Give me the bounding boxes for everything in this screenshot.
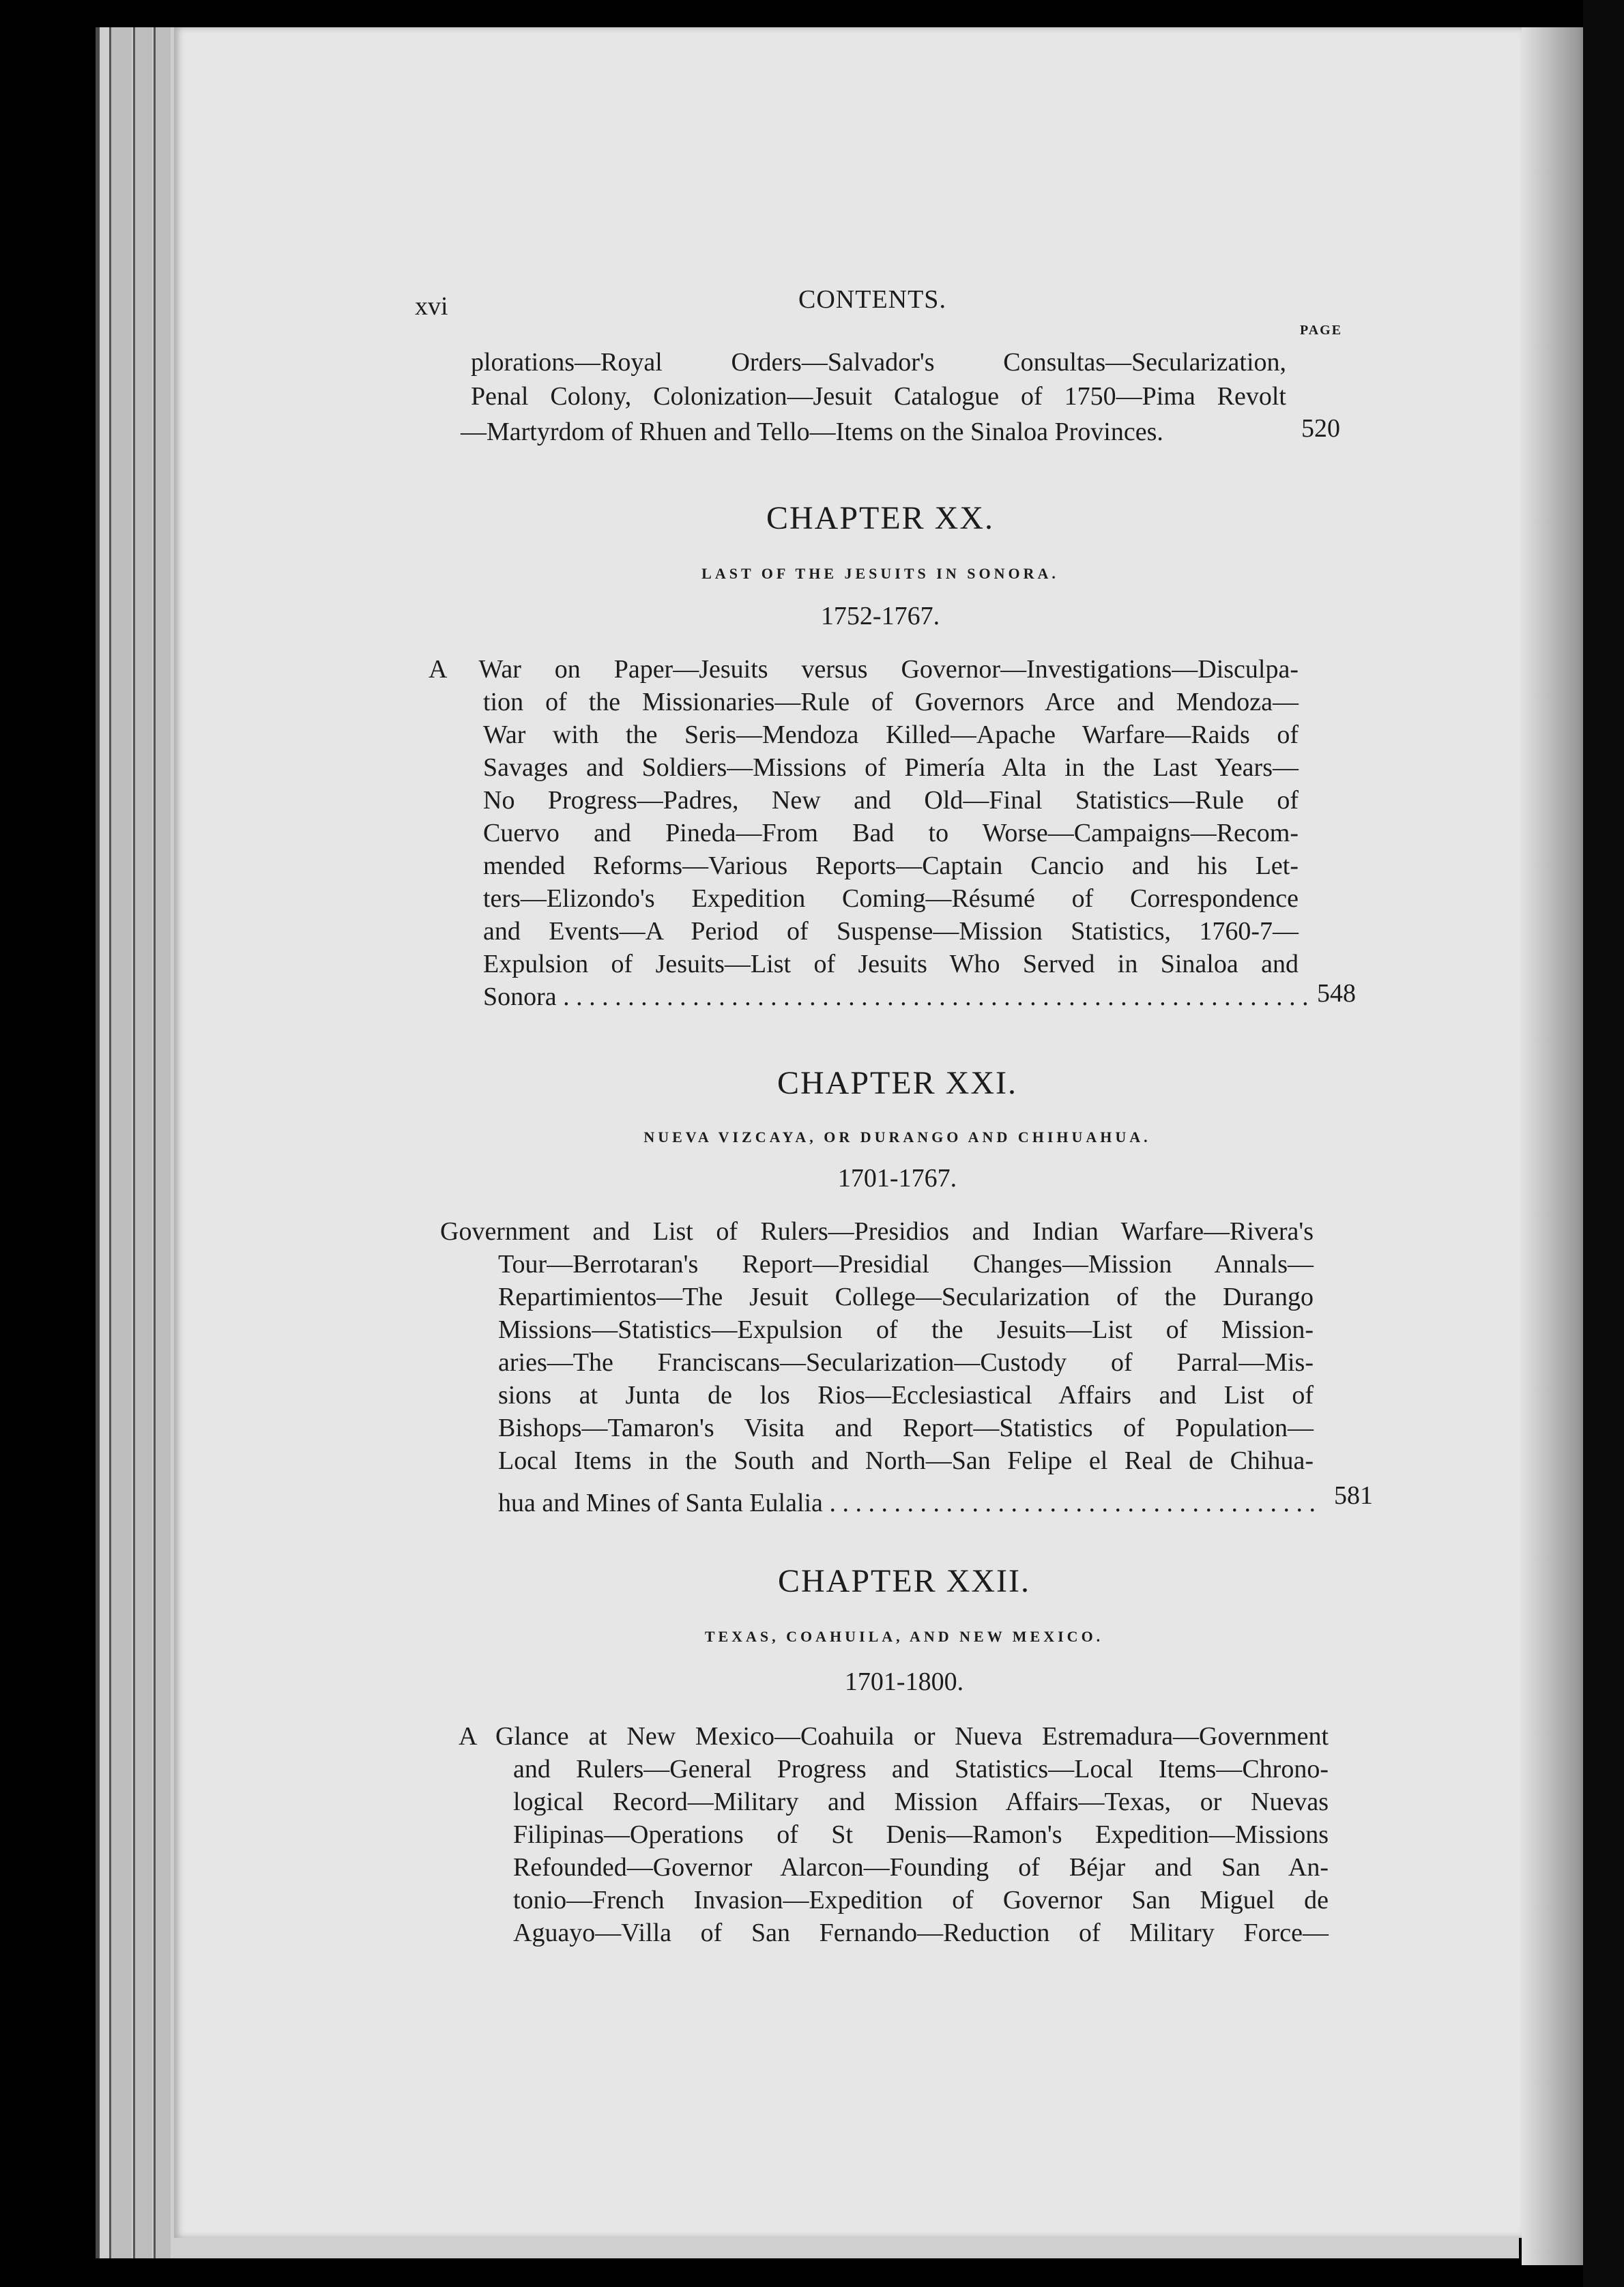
toc-line: Penal Colony, Colonization—Jesuit Catalogue of 1750—Pima Revolt bbox=[471, 382, 1286, 411]
toc-line: mended Reforms—Various Reports—Captain Cancio and his Let- bbox=[483, 851, 1299, 880]
toc-line: sions at Junta de los Rios—Ecclesiastical Affairs and List of bbox=[498, 1381, 1314, 1410]
toc-line: tonio—French Invasion—Expedition of Governor San Miguel de bbox=[513, 1886, 1329, 1914]
chapter-heading: CHAPTER XX. bbox=[766, 500, 995, 536]
toc-line: A Glance at New Mexico—Coahuila or Nueva Estremadura—Government bbox=[459, 1722, 1329, 1751]
toc-line: Government and List of Rulers—Presidios and Indian Warfare—Rivera's bbox=[440, 1217, 1314, 1246]
chapter-heading: CHAPTER XXI. bbox=[777, 1065, 1017, 1101]
toc-line: plorations—Royal Orders—Salvador's Consultas—Secularization, bbox=[471, 348, 1286, 377]
chapter-years: 1752-1767. bbox=[820, 602, 940, 630]
chapter-subtitle: NUEVA VIZCAYA, OR DURANGO AND CHIHUAHUA. bbox=[643, 1128, 1151, 1146]
page-number: 520 bbox=[1301, 414, 1340, 443]
toc-line-leader bbox=[498, 1490, 1324, 1516]
toc-line: No Progress—Padres, New and Old—Final Statistics—Rule of bbox=[483, 786, 1299, 815]
toc-line: War with the Seris—Mendoza Killed—Apache Warfare—Raids of bbox=[483, 720, 1299, 749]
chapter-heading: CHAPTER XXII. bbox=[778, 1563, 1030, 1599]
chapter-subtitle: TEXAS, COAHUILA, AND NEW MEXICO. bbox=[704, 1628, 1104, 1645]
toc-line: tion of the Missionaries—Rule of Governors Arce and Mendoza— bbox=[483, 688, 1299, 716]
page-number: 548 bbox=[1317, 979, 1356, 1008]
toc-line-leader bbox=[483, 984, 1309, 1010]
toc-line: ters—Elizondo's Expedition Coming—Résumé of Correspondence bbox=[483, 884, 1299, 913]
toc-line: Refounded—Governor Alarcon—Founding of Béjar and San An- bbox=[513, 1853, 1329, 1882]
toc-line: and Rulers—General Progress and Statistics—Local Items—Chrono- bbox=[513, 1755, 1329, 1783]
chapter-subtitle: LAST OF THE JESUITS IN SONORA. bbox=[701, 565, 1059, 582]
page-number: 581 bbox=[1334, 1481, 1373, 1510]
toc-line: hua and Mines of Santa Eulalia bbox=[498, 1490, 823, 1516]
chapter-years: 1701-1767. bbox=[837, 1164, 957, 1193]
toc-line: A War on Paper—Jesuits versus Governor—Investigations—Disculpa- bbox=[429, 655, 1299, 684]
toc-line: Expulsion of Jesuits—List of Jesuits Who Served in Sinaloa and bbox=[483, 950, 1299, 978]
toc-line: Tour—Berrotaran's Report—Presidial Changes—Mission Annals— bbox=[498, 1250, 1314, 1279]
toc-line: Local Items in the South and North—San Felipe el Real de Chihua- bbox=[498, 1446, 1314, 1475]
toc-line: and Events—A Period of Suspense—Mission Statistics, 1760-7— bbox=[483, 917, 1299, 946]
toc-line: Cuervo and Pineda—From Bad to Worse—Campaigns—Recom- bbox=[483, 819, 1299, 847]
toc-line: Sonora bbox=[483, 984, 557, 1010]
toc-line: Repartimientos—The Jesuit College—Secularization of the Durango bbox=[498, 1283, 1314, 1311]
toc-line: Savages and Soldiers—Missions of Pimería Alta in the Last Years— bbox=[483, 753, 1299, 782]
toc-line: logical Record—Military and Mission Affairs—Texas, or Nuevas bbox=[513, 1788, 1329, 1816]
toc-line: aries—The Franciscans—Secularization—Custody of Parral—Mis- bbox=[498, 1348, 1314, 1377]
page-folio: xvi bbox=[415, 292, 448, 321]
running-head: CONTENTS. bbox=[798, 285, 946, 314]
toc-line: Missions—Statistics—Expulsion of the Jesuits—List of Mission- bbox=[498, 1315, 1314, 1344]
chapter-years: 1701-1800. bbox=[844, 1667, 964, 1696]
toc-line: Aguayo—Villa of San Fernando—Reduction of Military Force— bbox=[513, 1919, 1329, 1947]
toc-line: Filipinas—Operations of St Denis—Ramon's Expedition—Missions bbox=[513, 1820, 1329, 1849]
toc-line: —Martyrdom of Rhuen and Tello—Items on the Sinaloa Provinces. bbox=[461, 418, 1163, 446]
page-column-label: PAGE bbox=[1300, 323, 1343, 338]
toc-line: Bishops—Tamaron's Visita and Report—Statistics of Population— bbox=[498, 1414, 1314, 1442]
